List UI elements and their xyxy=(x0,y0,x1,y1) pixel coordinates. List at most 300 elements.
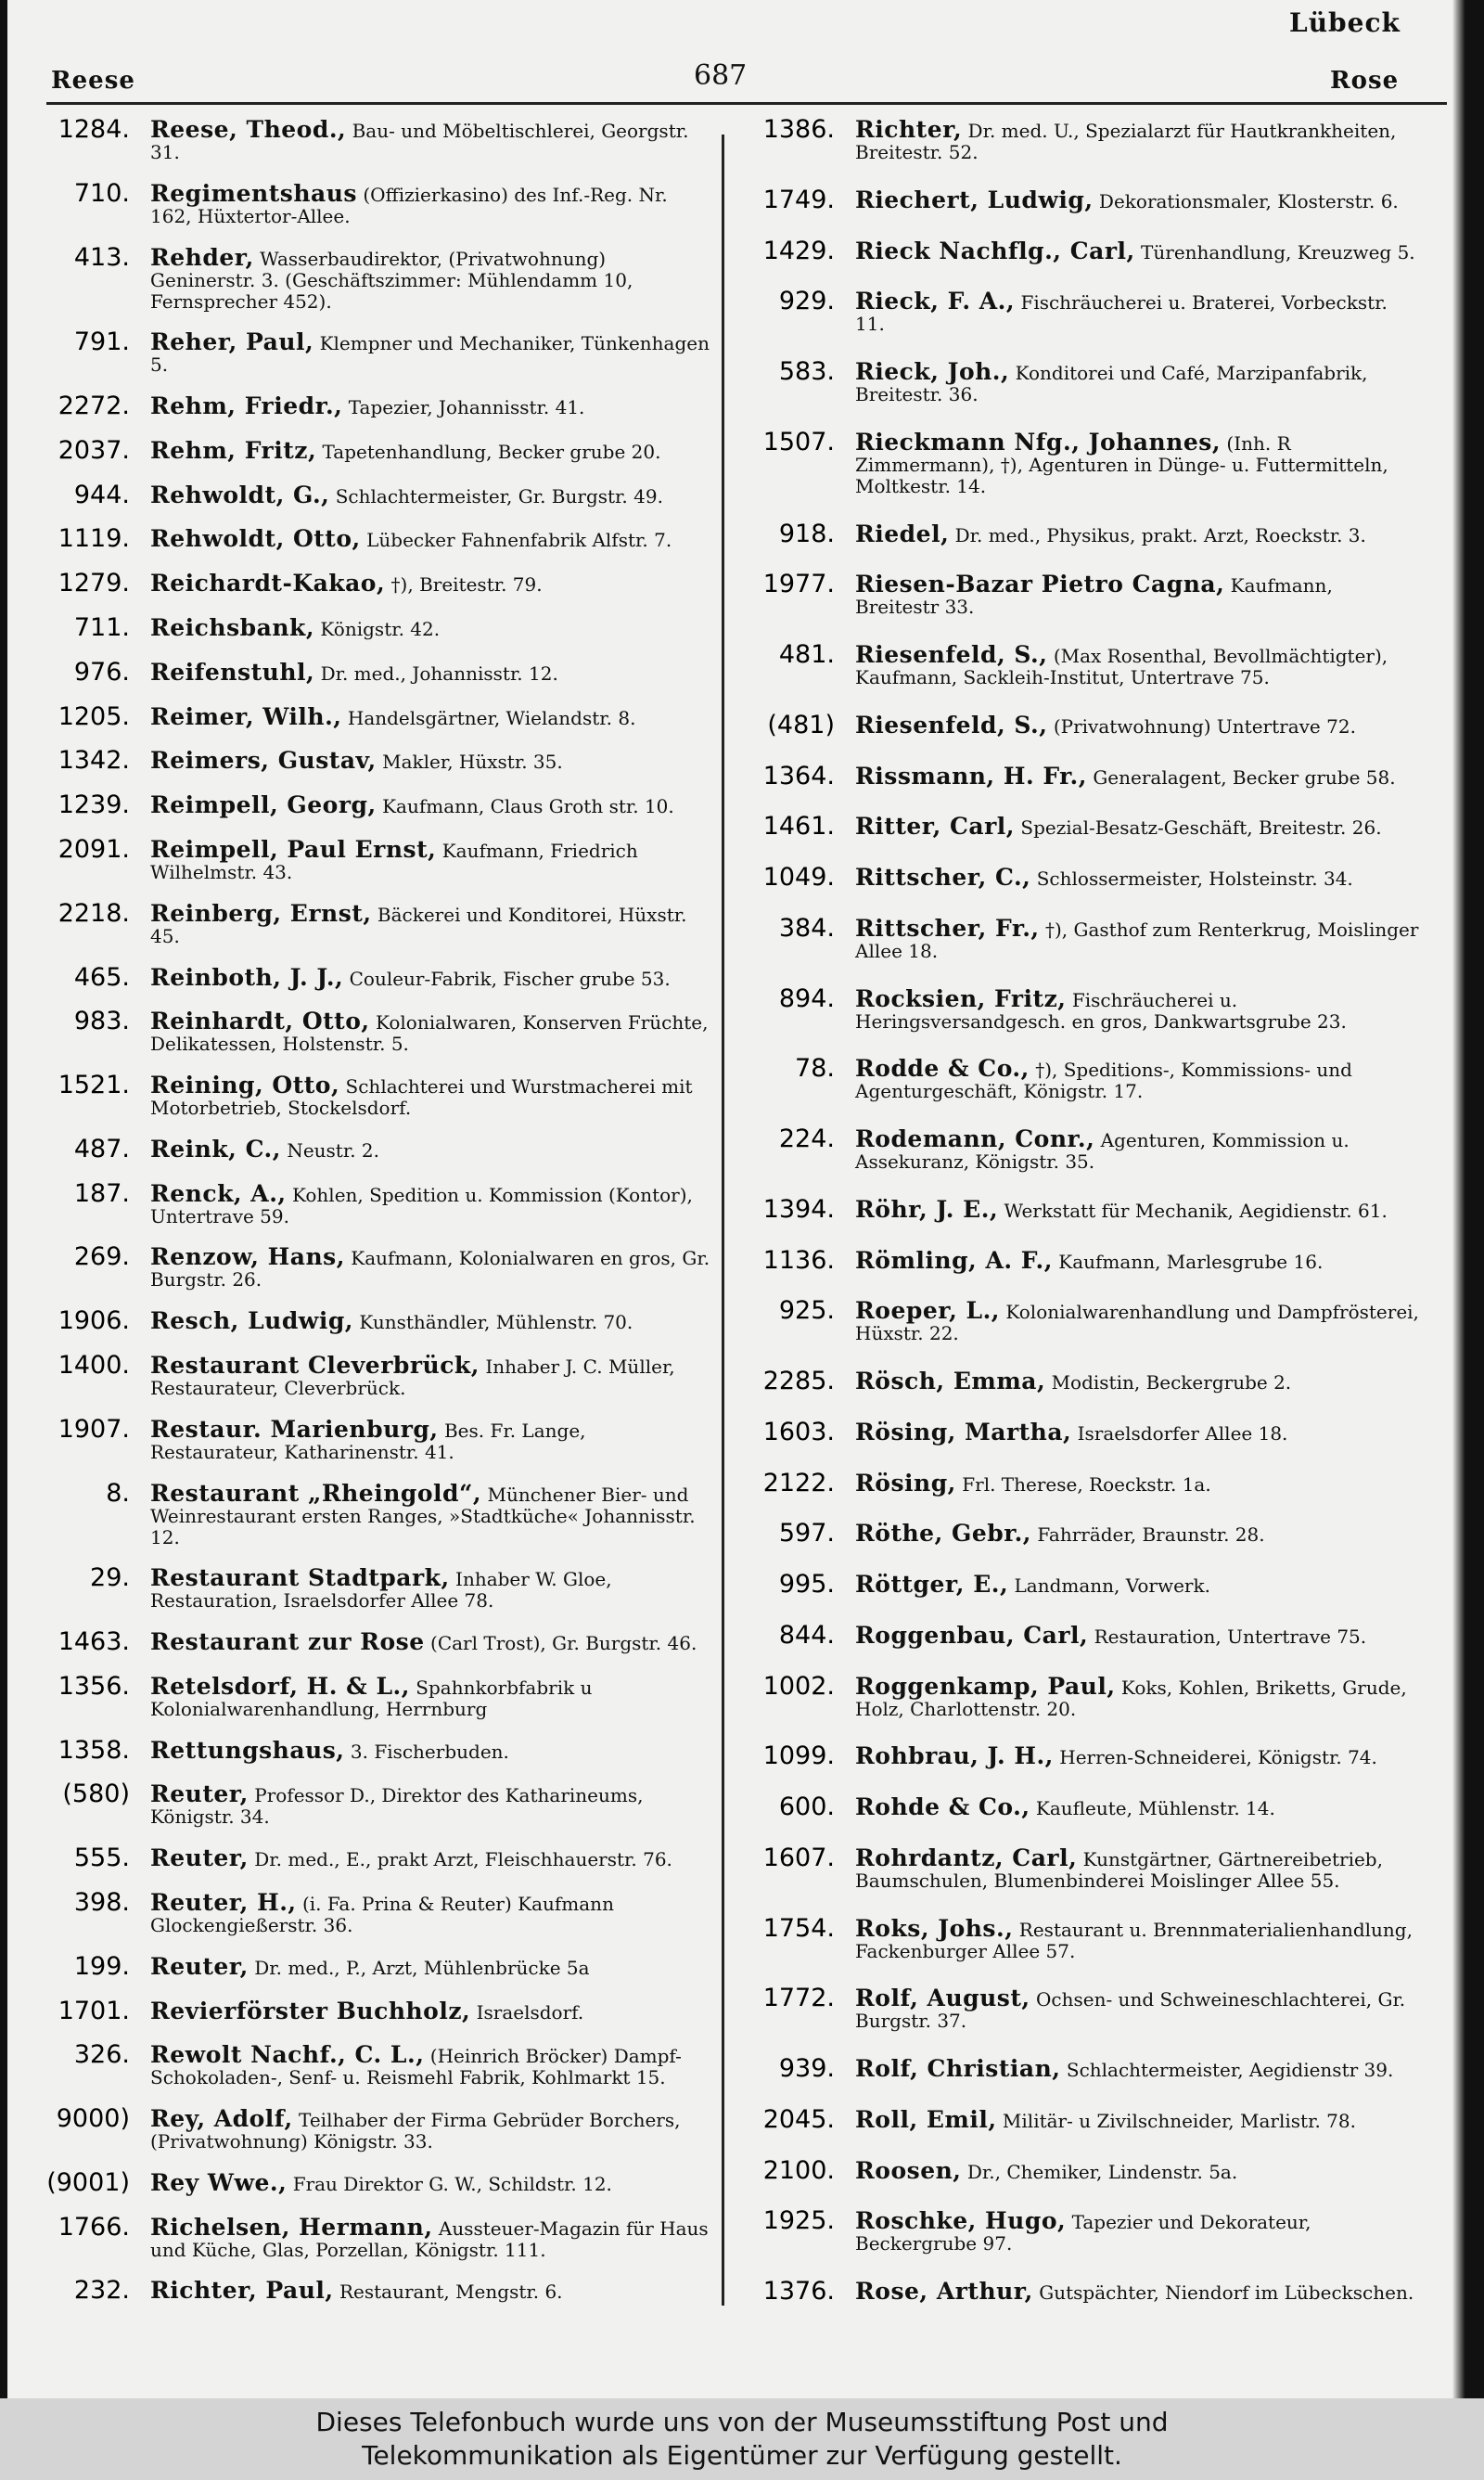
entry-name: Richter, xyxy=(855,116,963,143)
entry-text xyxy=(855,288,1419,335)
entry-name: Roosen, xyxy=(855,2156,962,2184)
entry-phone-number: 1463. xyxy=(58,1627,130,1657)
directory-entry xyxy=(742,1673,1419,1720)
entry-text xyxy=(150,2214,714,2261)
entry-text xyxy=(855,2278,1419,2304)
entry-description: Kaufmann, Friedrich Wilhelmstr. 43. xyxy=(150,839,638,883)
directory-entry xyxy=(37,964,714,992)
entry-description: Dekorationsmaler, Klosterstr. 6. xyxy=(1098,189,1399,212)
directory-entry xyxy=(37,1180,714,1227)
entry-name: Roll, Emil, xyxy=(855,2105,997,2133)
entry-phone-number: 487. xyxy=(73,1134,130,1163)
directory-entry xyxy=(37,1008,714,1055)
entry-phone-number: 1749. xyxy=(762,185,835,214)
entry-name: Rittscher, Fr., xyxy=(855,914,1040,942)
entry-description: Dr. med. U., Spezialarzt für Hautkrankheiten, Breitestr. 52. xyxy=(855,120,1397,163)
directory-entry xyxy=(742,1125,1419,1173)
entry-text xyxy=(150,437,714,463)
entry-name: Röttger, E., xyxy=(855,1571,1009,1598)
directory-entry xyxy=(37,900,714,947)
entry-phone-number: 918. xyxy=(778,519,835,548)
entry-name: Rehwoldt, G., xyxy=(150,481,330,508)
entry-name: Rieck, Joh., xyxy=(855,358,1010,385)
directory-entry xyxy=(37,1352,714,1399)
entry-text xyxy=(855,1297,1419,1344)
directory-entry xyxy=(742,712,1419,739)
column-divider xyxy=(722,135,724,2306)
entry-text xyxy=(150,1737,714,1763)
entry-name: Regimentshaus xyxy=(150,179,357,207)
entry-description: Inhaber W. Gloe, Restauration, Israelsdorfer Allee 78. xyxy=(150,1568,612,1613)
directory-entry xyxy=(37,2169,714,2197)
entry-description: Kaufmann, Marlesgrube 16. xyxy=(1058,1250,1324,1273)
entry-name: Rehder, xyxy=(150,243,254,271)
entry-name: Rettungshaus, xyxy=(150,1736,345,1764)
entry-text xyxy=(150,1180,714,1227)
entry-name: Rohrdantz, Carl, xyxy=(855,1844,1078,1871)
entry-description: Herren-Schneiderei, Königstr. 74. xyxy=(1059,1746,1377,1769)
directory-entry xyxy=(37,392,714,420)
entry-name: Reimers, Gustav, xyxy=(150,747,377,775)
entry-phone-number: 465. xyxy=(73,962,130,992)
entry-phone-number: 1364. xyxy=(762,761,835,790)
entry-name: Restaurant zur Rose xyxy=(150,1628,425,1656)
entry-name: Rösch, Emma, xyxy=(855,1368,1046,1394)
directory-entry xyxy=(37,791,714,819)
entry-phone-number: 2037. xyxy=(58,435,130,465)
directory-entry xyxy=(742,571,1419,618)
entry-text xyxy=(855,1419,1419,1445)
entry-description: Tapetenhandlung, Becker grube 20. xyxy=(322,440,661,463)
entry-description: Frl. Therese, Roeckstr. 1a. xyxy=(962,1472,1211,1496)
entry-phone-number: 2218. xyxy=(58,898,130,928)
entry-phone-number: 1002. xyxy=(762,1671,835,1701)
directory-entry xyxy=(37,1844,714,1872)
entry-phone-number: 555. xyxy=(73,1844,130,1873)
entry-description: Tapezier, Johannisstr. 41. xyxy=(348,396,585,419)
entry-name: Ritter, Carl, xyxy=(855,813,1016,841)
directory-entry xyxy=(742,288,1419,335)
entry-phone-number: 1099. xyxy=(762,1741,835,1771)
entry-name: Rösing, xyxy=(855,1469,956,1497)
entry-text xyxy=(855,813,1419,839)
entry-phone-number: 481. xyxy=(778,640,835,669)
entry-description: (Offizierkasino) des Inf.-Reg. Nr. 162, Hüxtertor-Allee. xyxy=(150,183,668,227)
entry-phone-number: 1429. xyxy=(762,236,835,265)
directory-entry xyxy=(37,836,714,883)
entry-phone-number: 1049. xyxy=(762,863,835,892)
entry-text xyxy=(150,659,714,685)
entry-description: Dr., Chemiker, Lindenstr. 5a. xyxy=(966,2160,1238,2183)
directory-entry xyxy=(742,2278,1419,2306)
entry-text xyxy=(150,1844,714,1870)
directory-entry xyxy=(37,244,714,313)
directory-entry xyxy=(742,116,1419,163)
entry-description: Dr. med., E., prakt Arzt, Fleischhauerstr. 76. xyxy=(254,1848,672,1871)
entry-text xyxy=(855,1520,1419,1546)
directory-entry xyxy=(742,2157,1419,2185)
directory-entry xyxy=(742,1297,1419,1344)
entry-name: Rehm, Fritz, xyxy=(150,436,317,464)
entry-phone-number: 1907. xyxy=(58,1414,130,1444)
directory-entry xyxy=(37,525,714,553)
entry-phone-number: 983. xyxy=(73,1007,130,1036)
directory-entry xyxy=(37,1953,714,1981)
entry-description: Modistin, Beckergrube 2. xyxy=(1051,1371,1292,1394)
entry-name: Römling, A. F., xyxy=(855,1246,1053,1274)
entry-phone-number: 597. xyxy=(778,1519,835,1548)
footer-notice xyxy=(0,2398,1484,2480)
entry-description: Kaufmann, Kolonialwaren en gros, Gr. Burgstr. 26. xyxy=(150,1247,710,1291)
entry-name: Rieck, F. A., xyxy=(855,288,1016,315)
directory-entry xyxy=(742,985,1419,1033)
entry-name: Roschke, Hugo, xyxy=(855,2207,1067,2235)
entry-name: Rodde & Co., xyxy=(855,1055,1030,1083)
entry-text xyxy=(855,186,1419,212)
directory-entry xyxy=(37,1889,714,1936)
entry-description: Kaufleute, Mühlenstr. 14. xyxy=(1035,1797,1275,1819)
entry-name: Rolf, August, xyxy=(855,1985,1030,2012)
entry-name: Riesenfeld, S., xyxy=(855,641,1048,668)
entry-phone-number: 1607. xyxy=(762,1843,835,1872)
entry-description: †), Breitestr. 79. xyxy=(390,573,543,597)
entry-phone-number: 2272. xyxy=(58,392,130,421)
entry-name: Restaurant Cleverbrück, xyxy=(150,1351,480,1379)
entry-phone-number: 269. xyxy=(73,1242,130,1272)
entry-text xyxy=(150,116,714,163)
entry-description: (Inh. R Zimmermann), †), Agenturen in Dünge- u. Futtermitteln, Moltkestr. 14. xyxy=(855,431,1388,497)
entry-phone-number: 1239. xyxy=(58,790,130,820)
entry-name: Retelsdorf, H. & L., xyxy=(150,1672,410,1700)
entry-description: Fischräucherei u. Heringsversandgesch. en gros, Dankwartsgrube 23. xyxy=(855,988,1347,1033)
entry-name: Rieckmann Nfg., Johannes, xyxy=(855,428,1222,456)
entry-name: Reinhardt, Otto, xyxy=(150,1008,370,1035)
entry-phone-number: 894. xyxy=(778,983,835,1013)
entry-name: Röthe, Gebr., xyxy=(855,1520,1032,1548)
directory-entry xyxy=(742,1844,1419,1892)
entry-name: Rohbrau, J. H., xyxy=(855,1742,1054,1770)
entry-phone-number: 1521. xyxy=(58,1071,130,1100)
entry-phone-number: (9001) xyxy=(46,2167,130,2197)
entry-text xyxy=(150,1008,714,1055)
entry-name: Reinberg, Ernst, xyxy=(150,899,372,927)
entry-name: Reher, Paul, xyxy=(150,328,314,356)
entry-text xyxy=(855,1622,1419,1648)
entry-description: Lübecker Fahnenfabrik Alfstr. 7. xyxy=(366,529,672,552)
entry-text xyxy=(150,1953,714,1979)
directory-entry xyxy=(37,180,714,227)
directory-entry xyxy=(37,116,714,163)
entry-description: Konditorei und Café, Marzipanfabrik, Breitestr. 36. xyxy=(855,362,1368,405)
entry-name: Restaurant „Rheingold“, xyxy=(150,1479,482,1507)
entry-name: Rehm, Friedr., xyxy=(150,392,343,420)
entry-name: Rösing, Martha, xyxy=(855,1418,1072,1446)
entry-phone-number: 1119. xyxy=(58,524,130,554)
directory-entry xyxy=(742,1571,1419,1599)
directory-entry xyxy=(37,1673,714,1720)
directory-entry xyxy=(37,2041,714,2088)
entry-phone-number: 384. xyxy=(778,913,835,943)
entry-phone-number: 2045. xyxy=(762,2104,835,2134)
entry-phone-number: (481) xyxy=(767,710,835,739)
entry-name: Rittscher, C., xyxy=(855,864,1031,891)
entry-description: Schlachterei und Wurstmacherei mit Motorbetrieb, Stockelsdorf. xyxy=(150,1075,693,1120)
directory-entry xyxy=(37,1998,714,2025)
entry-text xyxy=(855,712,1419,738)
entry-text xyxy=(855,2106,1419,2132)
directory-entry xyxy=(742,186,1419,214)
entry-description: Schlachtermeister, Gr. Burgstr. 49. xyxy=(335,484,663,508)
entry-text xyxy=(150,747,714,773)
directory-entry xyxy=(37,703,714,731)
entry-text xyxy=(150,703,714,729)
entry-description: Kolonialwarenhandlung und Dampfrösterei, Hüxstr. 22. xyxy=(855,1301,1419,1345)
header-left-word: Reese xyxy=(51,67,135,95)
entry-text xyxy=(150,1628,714,1654)
directory-entry xyxy=(37,1416,714,1463)
entry-description: Restaurant, Mengstr. 6. xyxy=(339,2281,563,2304)
entry-phone-number: 1772. xyxy=(762,1984,835,2013)
entry-phone-number: 413. xyxy=(73,242,130,272)
entry-name: Rey, Adolf, xyxy=(150,2105,293,2133)
entry-text xyxy=(150,964,714,990)
entry-phone-number: 1284. xyxy=(58,115,130,144)
entry-phone-number: 187. xyxy=(73,1178,130,1208)
directory-entry xyxy=(742,813,1419,841)
entry-text xyxy=(855,2157,1419,2183)
entry-description: Restaurant u. Brennmaterialienhandlung, Fackenburger Allee 57. xyxy=(855,1918,1413,1962)
entry-text xyxy=(150,900,714,947)
entry-description: †), Gasthof zum Renterkrug, Moislinger Allee 18. xyxy=(855,918,1419,962)
entry-description: Agenturen, Kommission u. Assekuranz, Königstr. 35. xyxy=(855,1129,1350,1173)
directory-entry xyxy=(37,2214,714,2261)
entry-description: Königstr. 42. xyxy=(320,618,441,641)
entry-phone-number: 199. xyxy=(73,1951,130,1981)
entry-name: Rolf, Christian, xyxy=(855,2055,1061,2082)
directory-entry xyxy=(742,520,1419,548)
entry-phone-number: 2285. xyxy=(762,1367,835,1395)
entry-description: (Max Rosenthal, Bevollmächtigter), Kaufmann, Sackleih-Institut, Untertrave 75. xyxy=(855,645,1388,688)
entry-text xyxy=(150,525,714,551)
entry-text xyxy=(855,1125,1419,1173)
directory-entry xyxy=(37,1136,714,1163)
entry-phone-number: 232. xyxy=(73,2276,130,2306)
entry-name: Riesen-Bazar Pietro Cagna, xyxy=(855,571,1225,598)
entry-description: Bes. Fr. Lange, Restaurateur, Katharinenstr. 41. xyxy=(150,1419,586,1463)
entry-name: Restaur. Marienburg, xyxy=(150,1415,439,1443)
entry-description: Fahrräder, Braunstr. 28. xyxy=(1037,1523,1265,1547)
footer-line-1: Dieses Telefonbuch wurde uns von der Museumsstiftung Post und xyxy=(315,2407,1169,2437)
entry-text xyxy=(150,180,714,227)
entry-name: Riechert, Ludwig, xyxy=(855,186,1094,213)
entry-name: Rose, Arthur, xyxy=(855,2278,1033,2305)
directory-entry xyxy=(742,1196,1419,1224)
entry-description: Israelsdorf. xyxy=(476,2000,584,2024)
entry-text xyxy=(855,1673,1419,1720)
entry-text xyxy=(150,244,714,313)
directory-entry xyxy=(742,358,1419,405)
entry-text xyxy=(150,570,714,596)
entry-text xyxy=(855,116,1419,163)
header-right-word: Rose xyxy=(1330,67,1400,95)
entry-text xyxy=(150,2041,714,2088)
entry-text xyxy=(150,1673,714,1720)
entry-text xyxy=(855,985,1419,1033)
entry-name: Renzow, Hans, xyxy=(150,1243,345,1271)
entry-name: Riedel, xyxy=(855,520,950,547)
entry-phone-number: 944. xyxy=(73,480,130,509)
page-number: 687 xyxy=(694,59,748,92)
entry-description: Kunstgärtner, Gärtnereibetrieb, Baumschulen, Blumenbinderei Moislinger Allee 55. xyxy=(855,1847,1383,1892)
entry-phone-number: 2091. xyxy=(58,834,130,864)
entry-text xyxy=(855,520,1419,546)
entry-name: Richter, Paul, xyxy=(150,2277,334,2305)
entry-phone-number: 1136. xyxy=(762,1245,835,1275)
entry-phone-number: 224. xyxy=(778,1124,835,1153)
directory-entry xyxy=(37,437,714,465)
entry-phone-number: 78. xyxy=(795,1054,835,1084)
entry-text xyxy=(855,238,1419,263)
entry-description: †), Speditions-, Kommissions- und Agenturgeschäft, Königstr. 17. xyxy=(855,1059,1352,1103)
entry-description: Dr. med., Johannisstr. 12. xyxy=(320,662,558,685)
entry-name: Revierförster Buchholz, xyxy=(150,1997,471,2024)
directory-entry xyxy=(742,763,1419,790)
entry-phone-number: 2100. xyxy=(762,2155,835,2185)
page-edge-mark xyxy=(1456,979,1484,1036)
entry-name: Resch, Ludwig, xyxy=(150,1307,353,1335)
entry-text xyxy=(150,1307,714,1333)
entry-text xyxy=(855,915,1419,962)
entry-name: Rieck Nachflg., Carl, xyxy=(855,237,1135,264)
entry-name: Richelsen, Hermann, xyxy=(150,2213,433,2241)
entry-text xyxy=(150,1480,714,1548)
entry-description: Werkstatt für Mechanik, Aegidienstr. 61. xyxy=(1004,1199,1388,1222)
entry-text xyxy=(150,1352,714,1399)
directory-entry xyxy=(37,328,714,376)
entry-text xyxy=(150,1564,714,1612)
entry-text xyxy=(150,1072,714,1119)
footer-line-2: Telekommunikation als Eigentümer zur Verfügung gestellt. xyxy=(362,2440,1122,2471)
entry-description: Spezial-Besatz-Geschäft, Breitestr. 26. xyxy=(1020,816,1382,840)
entry-name: Reining, Otto, xyxy=(150,1072,340,1099)
entry-phone-number: 1386. xyxy=(762,115,835,144)
entry-text xyxy=(855,864,1419,890)
directory-entry xyxy=(37,614,714,642)
directory-entry xyxy=(742,1368,1419,1395)
entry-text xyxy=(855,1247,1419,1273)
directory-entry xyxy=(37,659,714,687)
directory-entry xyxy=(742,915,1419,962)
directory-entry xyxy=(742,1985,1419,2032)
entry-phone-number: 29. xyxy=(90,1563,130,1593)
entry-text xyxy=(855,571,1419,618)
entry-description: Handelsgärtner, Wielandstr. 8. xyxy=(347,706,636,729)
entry-description: Restauration, Untertrave 75. xyxy=(1094,1625,1367,1648)
entry-description: Dr. med., P., Arzt, Mühlenbrücke 5a xyxy=(254,1956,590,1979)
entry-text xyxy=(150,791,714,817)
entry-phone-number: 326. xyxy=(73,2040,130,2070)
entry-phone-number: 1394. xyxy=(762,1194,835,1224)
entry-name: Roeper, L., xyxy=(855,1297,1000,1325)
entry-description: Landmann, Vorwerk. xyxy=(1014,1574,1210,1597)
directory-entry xyxy=(37,1480,714,1548)
entry-text xyxy=(855,1985,1419,2032)
directory-entry xyxy=(742,1742,1419,1770)
entry-name: Reuter, H., xyxy=(150,1889,297,1916)
entry-phone-number: 1205. xyxy=(58,701,130,731)
entry-text xyxy=(855,1055,1419,1102)
entry-text xyxy=(855,1742,1419,1768)
entry-text xyxy=(855,1368,1419,1394)
entry-text xyxy=(150,328,714,376)
entry-text xyxy=(855,2055,1419,2081)
entry-description: Generalagent, Becker grube 58. xyxy=(1093,765,1396,789)
entry-phone-number: 1925. xyxy=(762,2206,835,2236)
entry-name: Reimer, Wilh., xyxy=(150,702,342,730)
entry-name: Rodemann, Conr., xyxy=(855,1125,1095,1152)
entry-phone-number: 1461. xyxy=(762,812,835,842)
header-city: Lübeck xyxy=(1289,7,1401,38)
entry-description: Tapezier und Dekorateur, Beckergrube 97. xyxy=(855,2211,1311,2255)
directory-entry xyxy=(37,747,714,775)
entry-text xyxy=(855,1844,1419,1892)
entry-description: Münchener Bier- und Weinrestaurant ersten Ranges, »Stadtküche« Johannisstr. 12. xyxy=(150,1483,696,1548)
entry-phone-number: 9000) xyxy=(56,2104,130,2134)
entry-description: (i. Fa. Prina & Reuter) Kaufmann Glockengießerstr. 36. xyxy=(150,1893,614,1936)
directory-entry xyxy=(742,1520,1419,1548)
entry-name: Reuter, xyxy=(150,1952,249,1980)
entry-description: Aussteuer-Magazin für Haus und Küche, Glas, Porzellan, Königstr. 111. xyxy=(150,2217,709,2261)
entry-description: Ochsen- und Schweineschlachterei, Gr. Burgstr. 37. xyxy=(855,1988,1406,2033)
entry-text xyxy=(855,641,1419,688)
right-column xyxy=(742,116,1419,2306)
entry-description: Frau Direktor G. W., Schildstr. 12. xyxy=(292,2172,612,2195)
entry-name: Roks, Johs., xyxy=(855,1914,1014,1942)
entry-name: Reese, Theod., xyxy=(150,116,347,143)
left-column xyxy=(37,116,714,2306)
entry-text xyxy=(150,2277,714,2303)
entry-phone-number: 976. xyxy=(73,657,130,687)
entry-description: Teilhaber der Firma Gebrüder Borchers, (Privatwohnung) Königstr. 33. xyxy=(150,2109,681,2153)
entry-name: Reimpell, Paul Ernst, xyxy=(150,835,437,863)
entry-phone-number: 791. xyxy=(73,328,130,357)
entry-text xyxy=(150,1136,714,1162)
directory-entry xyxy=(37,482,714,509)
directory-entry xyxy=(37,1072,714,1119)
entry-name: Roggenkamp, Paul, xyxy=(855,1672,1116,1700)
entry-name: Reinboth, J. J., xyxy=(150,963,344,991)
entry-name: Rissmann, H. Fr., xyxy=(855,762,1087,790)
entry-description: Türenhandlung, Kreuzweg 5. xyxy=(1141,240,1415,263)
entry-name: Reichardt-Kakao, xyxy=(150,570,386,598)
entry-phone-number: 1977. xyxy=(762,570,835,599)
directory-entry xyxy=(742,1247,1419,1275)
entry-description: Gutspächter, Niendorf im Lübeckschen. xyxy=(1039,2281,1414,2304)
entry-name: Rohde & Co., xyxy=(855,1793,1030,1820)
entry-description: Neustr. 2. xyxy=(287,1138,379,1162)
entry-name: Rey Wwe., xyxy=(150,2168,288,2196)
entry-description: Professor D., Direktor des Katharineums, Königstr. 34. xyxy=(150,1784,644,1829)
entry-description: Makler, Hüxstr. 35. xyxy=(382,751,563,774)
directory-entry xyxy=(37,2277,714,2305)
directory-entry xyxy=(742,864,1419,892)
entry-phone-number: 1356. xyxy=(58,1671,130,1701)
directory-entry xyxy=(742,2055,1419,2083)
entry-text xyxy=(150,392,714,418)
entry-description: 3. Fischerbuden. xyxy=(350,1740,509,1763)
entry-phone-number: 600. xyxy=(778,1793,835,1821)
entry-phone-number: 1754. xyxy=(762,1913,835,1943)
